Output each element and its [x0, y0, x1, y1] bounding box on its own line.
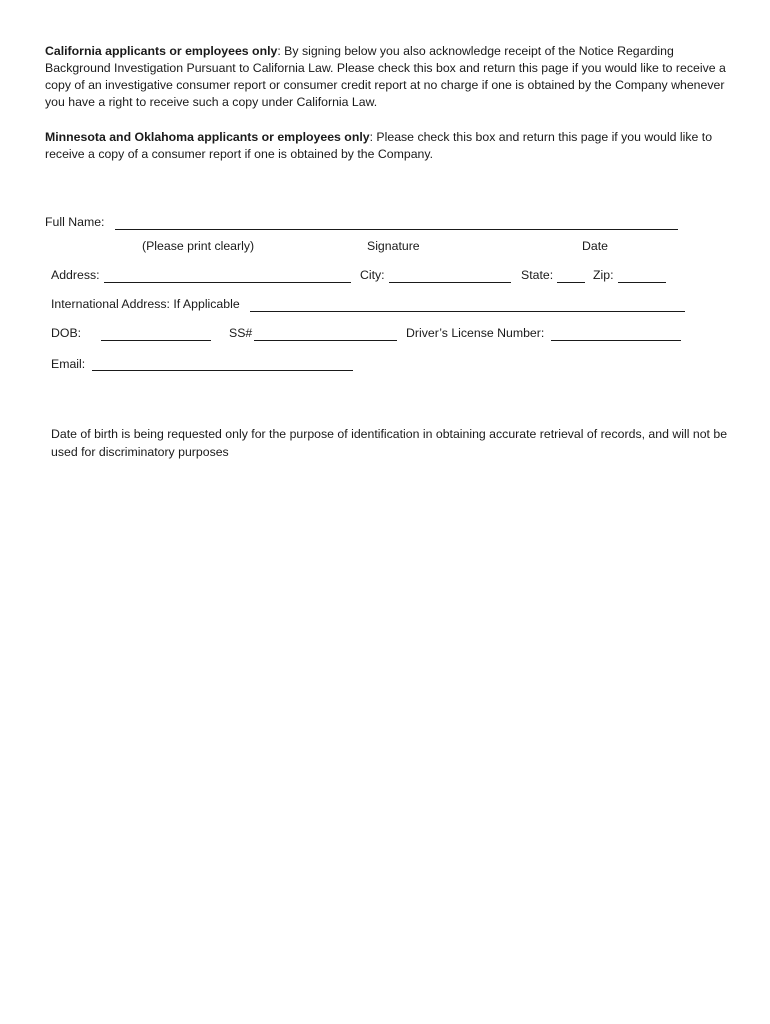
dob-field[interactable]	[101, 340, 211, 341]
email-field[interactable]	[92, 370, 353, 371]
address-field[interactable]	[104, 282, 351, 283]
drivers-license-field[interactable]	[551, 340, 681, 341]
california-heading: California applicants or employees only	[45, 44, 278, 58]
dob-label: DOB:	[51, 326, 82, 340]
full-name-field[interactable]	[115, 229, 678, 230]
ssn-field[interactable]	[254, 340, 397, 341]
state-label: State:	[521, 268, 554, 282]
city-field[interactable]	[389, 282, 511, 283]
international-address-field[interactable]	[250, 311, 685, 312]
email-label: Email:	[51, 357, 86, 371]
minnesota-heading: Minnesota and Oklahoma applicants or employees only	[45, 130, 370, 144]
minnesota-body: : Please check this box and return this page if you would like to receive a copy of a consumer report if one is obtained by the Company.	[45, 130, 713, 161]
signature-label: Signature	[367, 239, 420, 253]
california-body: : By signing below you also acknowledge receipt of the Notice Regarding Background Investigation Pursuant to California Law. Please check this box and return this page if you would like to receive a copy of an investigative consumer report or consumer credit report at no charge if one is obtained by the Company whenever you have a right to receive such a copy under California Law.	[45, 44, 726, 109]
drivers-license-label: Driver’s License Number:	[406, 326, 545, 340]
dob-disclaimer: Date of birth is being requested only for the purpose of identification in obtaining accurate retrieval of records, and will not be used for discriminatory purposes	[51, 427, 728, 459]
date-label: Date	[582, 239, 608, 253]
print-clearly-label: (Please print clearly)	[142, 239, 255, 253]
zip-field[interactable]	[618, 282, 666, 283]
california-notice	[45, 43, 735, 111]
zip-label: Zip:	[593, 268, 614, 282]
minnesota-oklahoma-notice	[45, 129, 735, 163]
city-label: City:	[360, 268, 385, 282]
ssn-label: SS#	[229, 326, 253, 340]
state-field[interactable]	[557, 282, 585, 283]
address-label: Address:	[51, 268, 100, 282]
international-address-label: International Address: If Applicable	[51, 297, 240, 311]
full-name-label: Full Name:	[45, 215, 105, 229]
